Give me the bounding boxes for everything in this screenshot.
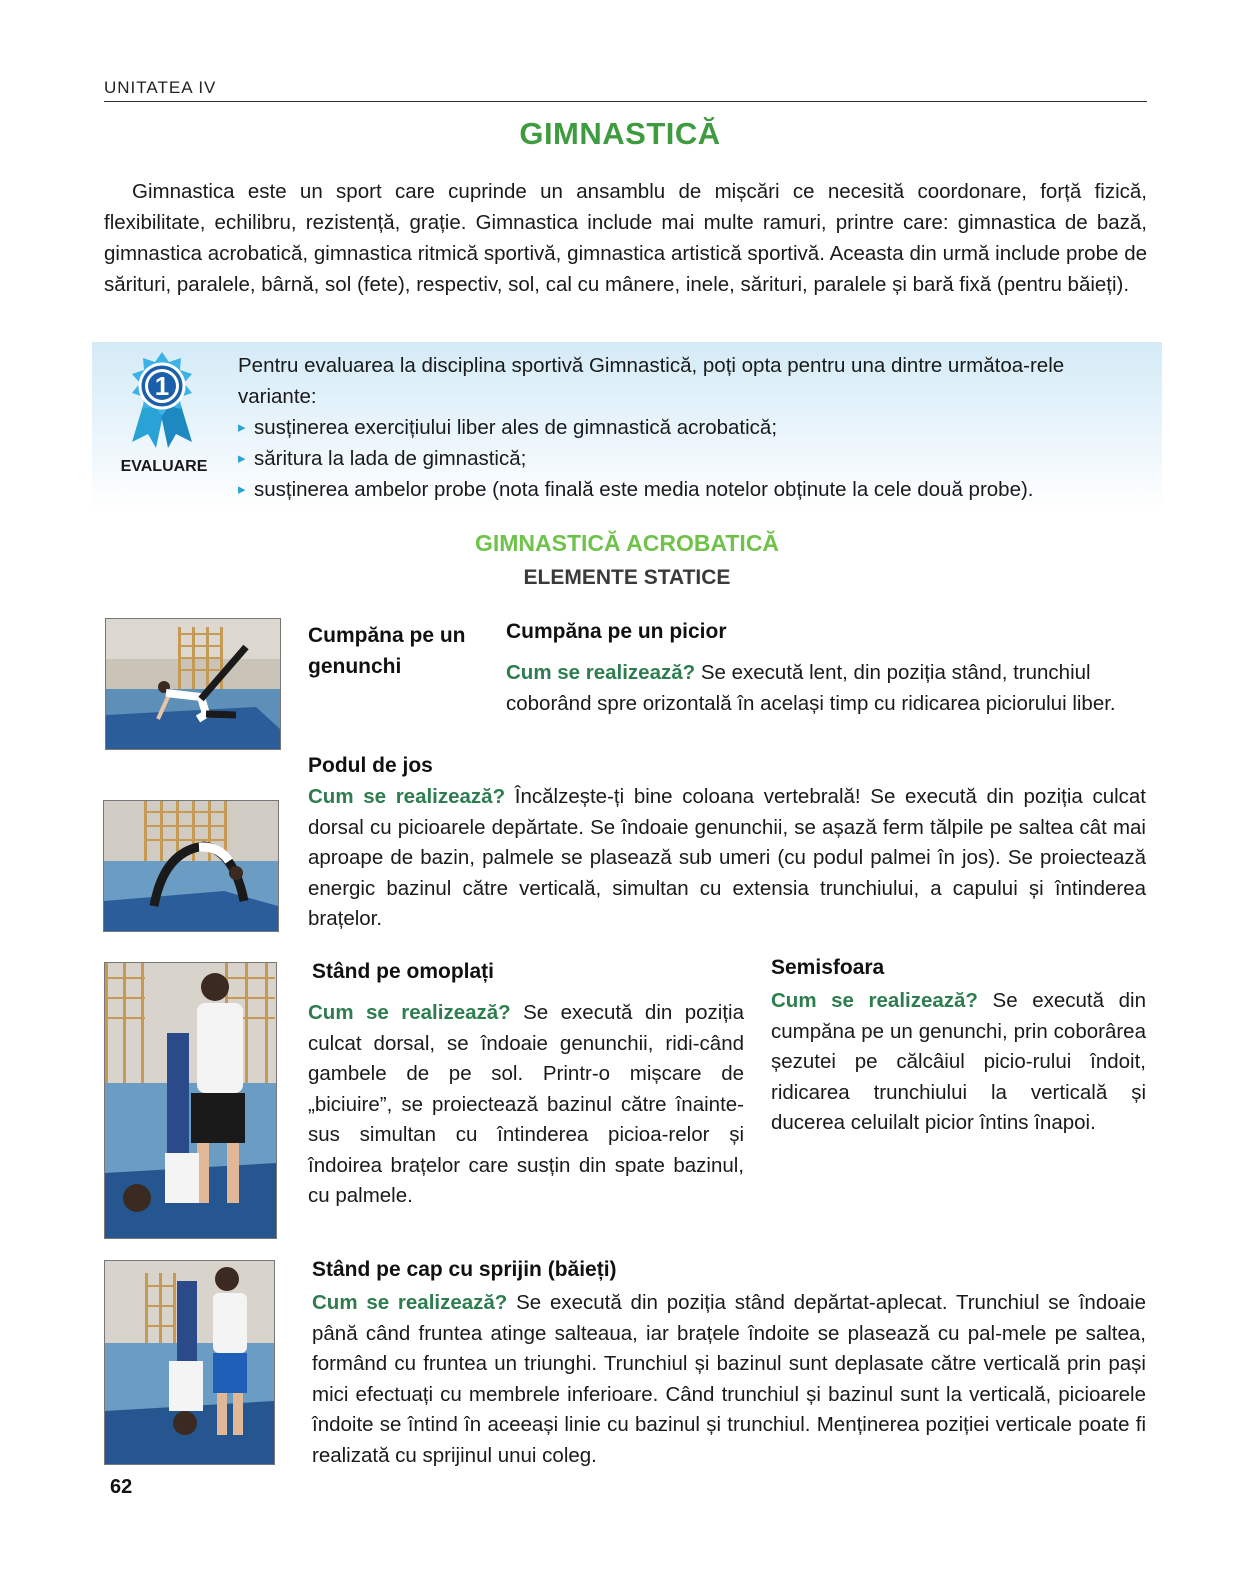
unit-label: UNITATEA IV bbox=[104, 78, 217, 97]
award-ribbon-icon bbox=[122, 350, 202, 450]
heading-cumpana-genunchi: Cumpăna pe un genunchi bbox=[308, 624, 466, 678]
body-text: Se execută lent, din poziția stând, trunchiul coborând spre orizontală în același timp cu ridicarea piciorului liber. bbox=[506, 661, 1116, 715]
heading-podul: Podul de jos bbox=[308, 754, 433, 777]
body-text: Se execută din poziția culcat dorsal, se îndoaie genunchii, ridi-când gambele de pe sol. Printr-o mișcare de „biciuire”, se proiectează bazinul către înainte-sus simultan cu întinderea picioa-relor și îndoirea brațelor care susțin din spate bazinul, cu palmele. bbox=[308, 1001, 744, 1207]
text-semisfoara bbox=[771, 986, 1146, 1139]
body-text: Încălzește-ți bine coloana vertebrală! Se execută din poziția culcat dorsal cu picioarele depărtate. Se îndoaie genunchii, se așază ferm tălpile pe saltea cât mai aproape de bazin, palmele se plasează sub umeri (cu podul palmei în jos). Se proiectează energic bazinul către verticală, simultan cu extensia trunchiului, a capului și întinderea brațelor. bbox=[308, 785, 1146, 930]
cue-label: Cum se realizează? bbox=[308, 785, 506, 808]
cue-label: Cum se realizează? bbox=[771, 989, 978, 1012]
heading-cumpana-picior: Cumpăna pe un picior bbox=[506, 620, 727, 643]
evaluation-label: EVALUARE bbox=[120, 458, 208, 475]
text-stand-omoplati bbox=[308, 998, 744, 1212]
photo-podul bbox=[103, 800, 279, 932]
photo-stand-omoplati bbox=[104, 962, 277, 1239]
photo-cumpana-graphic bbox=[106, 619, 280, 749]
photo-podul-graphic bbox=[104, 801, 278, 931]
cue-label: Cum se realizează? bbox=[308, 1001, 511, 1024]
intro-text: Gimnastica este un sport care cuprinde un ansamblu de mișcări ce necesită coordonare, forță fizică, flexibilitate, echilibru, rezistență, grație. Gimnastica include mai multe ramuri, printre care: gimnastica de bază, gimnastica acrobatică, gimnastica ritmică sportivă, gimnastica artistică sportivă. Aceasta din urmă include probe de sărituri, paralele, bârnă, sol (fete), respectiv, sol, cal cu mânere, inele, sărituri, paralele și bară fixă (pentru băieți). bbox=[104, 180, 1147, 296]
heading-stand-cap: Stând pe cap cu sprijin (băieți) bbox=[312, 1258, 617, 1281]
evaluation-options bbox=[238, 412, 1148, 505]
heading-stand-omoplati: Stând pe omoplați bbox=[312, 960, 495, 983]
body-text: Se execută din poziția stând depărtat-aplecat. Trunchiul se îndoaie până când fruntea atinge salteaua, iar brațele îndoite se plasează cu pal-mele pe saltea, formând cu fruntea un triunghi. Trunchiul și bazinul sunt deplasate către verticală prin pași mici efectuați cu membrele inferioare. Când trunchiul și bazinul sunt la verticală, picioarele îndoite se întind în aceeași linie cu bazinul și trunchiul. Menținerea poziției verticale poate fi realizată cu sprijinul unui coleg. bbox=[312, 1291, 1146, 1467]
award-ribbon-graphic bbox=[122, 350, 202, 450]
cue-label: Cum se realizează? bbox=[312, 1291, 508, 1314]
photo-stand-cap bbox=[104, 1260, 275, 1465]
evaluation-text bbox=[238, 350, 1148, 505]
section-title: GIMNASTICĂ ACROBATICĂ bbox=[474, 530, 780, 556]
page-title: GIMNASTICĂ bbox=[519, 116, 721, 151]
cue-label: Cum se realizează? bbox=[506, 661, 696, 684]
photo-stand-cap-graphic bbox=[105, 1261, 274, 1464]
page-number: 62 bbox=[110, 1476, 133, 1498]
photo-cumpana bbox=[105, 618, 281, 750]
evaluation-option: ▸ săritura la lada de gimnastică; bbox=[238, 443, 1148, 474]
text-cumpana-picior bbox=[506, 658, 1147, 719]
section-subtitle: ELEMENTE STATICE bbox=[523, 566, 731, 589]
body-text: Se execută din cumpăna pe un genunchi, prin coborârea șezutei pe călcâiul picio-rului îndoit, ridicarea trunchiului la verticală și ducerea celuilalt picior întins înapoi. bbox=[771, 989, 1146, 1134]
evaluation-option: ▸ susținerea exercițiului liber ales de gimnastică acrobatică; bbox=[238, 412, 1148, 443]
text-podul bbox=[308, 782, 1146, 935]
text-stand-cap bbox=[312, 1288, 1146, 1471]
badge-number: 1 bbox=[154, 371, 170, 401]
header-rule bbox=[104, 101, 1147, 102]
evaluation-option: ▸ susținerea ambelor probe (nota finală este media notelor obținute la cele două probe). bbox=[238, 474, 1148, 505]
intro-paragraph bbox=[104, 176, 1147, 300]
evaluation-intro: Pentru evaluarea la disciplina sportivă Gimnastică, poți opta pentru una dintre următoa-rele variante: bbox=[238, 354, 1065, 408]
photo-stand-omoplati-graphic bbox=[105, 963, 276, 1238]
heading-semisfoara: Semisfoara bbox=[771, 956, 885, 979]
